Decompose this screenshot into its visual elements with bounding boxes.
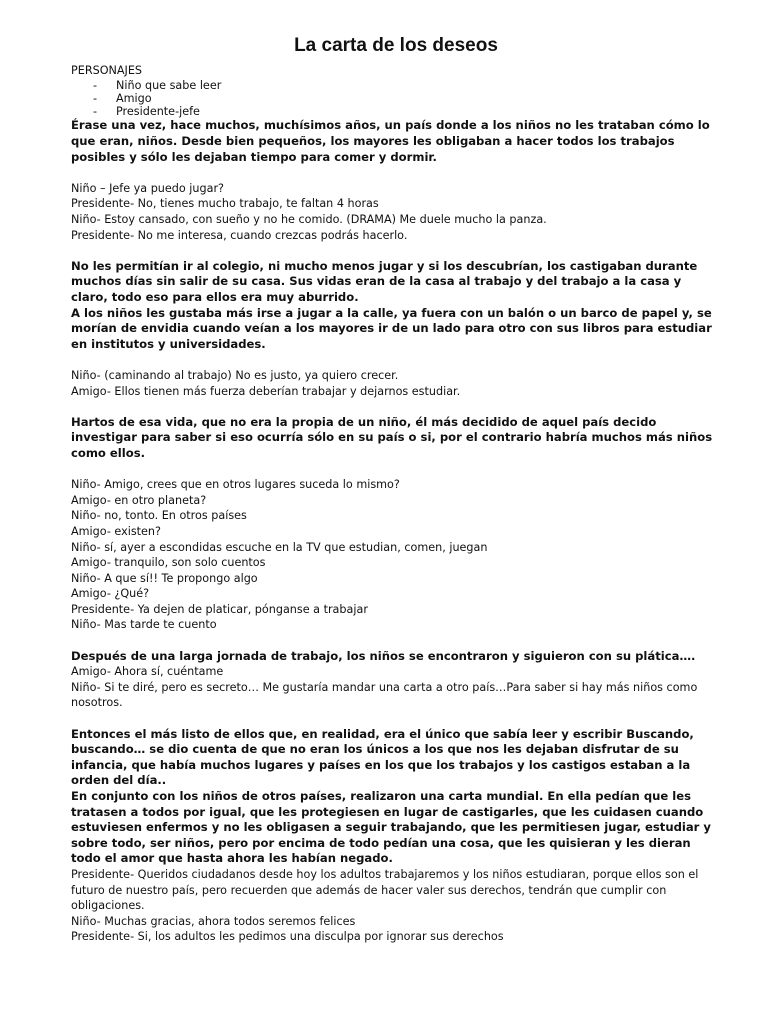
narration-paragraph: En conjunto con los niños de otros países, realizaron una carta mundial. En ella pedían que les tratasen a todos por igual, que les protegiesen en lugar de castigarles, que les cuidasen cuando estuviesen enfermos y no les obligasen a seguir trabajando, que les permitiesen jugar, estudiar y sobre todo, ser niños, pero por encima de todo pedían una cosa, que les quisieran y les dieran todo el amor que hasta ahora les habían negado. — [71, 789, 711, 866]
dialogue-line: Niño- (caminando al trabajo) No es justo, ya quiero crecer. — [71, 368, 399, 382]
dialogue-line: Presidente- Si, los adultos les pedimos una disculpa por ignorar sus derechos — [71, 930, 504, 944]
paragraph-spacer — [71, 399, 721, 415]
document-page — [71, 34, 721, 945]
dialogue-line: Amigo- Ahora sí, cuéntame — [71, 665, 224, 679]
narration-paragraph: Hartos de esa vida, que no era la propia de un niño, él más decidido de aquel país decido investigar para saber si eso ocurría sólo en su país o si, por el contrario habría muchos más niños como ellos. — [71, 414, 713, 460]
dialogue-line: Amigo- en otro planeta? — [71, 493, 207, 507]
paragraph-spacer — [71, 165, 721, 181]
dialogue-line: Niño- Estoy cansado, con sueño y no he comido. (DRAMA) Me duele mucho la panza. — [71, 213, 547, 227]
dialogue-line: Niño- Amigo, crees que en otros lugares suceda lo mismo? — [71, 478, 400, 492]
story-body — [71, 118, 721, 944]
paragraph-spacer — [71, 352, 721, 368]
paragraph-spacer — [71, 633, 721, 649]
dialogue-line: Niño – Jefe ya puedo jugar? — [71, 181, 224, 195]
dialogue-line: Niño- no, tonto. En otros países — [71, 509, 247, 523]
narration-paragraph: No les permitían ir al colegio, ni mucho menos jugar y si los descubrían, los castigaban durante muchos días sin salir de su casa. Sus vidas eran de la casa al trabajo y del trabajo a la casa y claro, todo eso para ellos era muy aburrido. — [71, 258, 698, 305]
dialogue-line: Amigo- existen? — [71, 524, 161, 538]
list-item: - Presidente-jefe — [93, 105, 200, 119]
dialogue-line: Presidente- Queridos ciudadanos desde hoy los adultos trabajaremos y los niños estudiaran, porque ellos son el futuro de nuestro país, pero recuerden que además de hacer valer sus derechos, tendrán que cumplir con obligaciones. — [71, 867, 699, 913]
paragraph-spacer — [71, 243, 721, 259]
dialogue-line: Amigo- tranquilo, son solo cuentos — [71, 556, 266, 570]
paragraph-spacer — [71, 711, 721, 727]
personajes-list — [71, 79, 721, 119]
list-item: - Amigo — [93, 91, 152, 105]
dialogue-line: Presidente- No me interesa, cuando crezcas podrás hacerlo. — [71, 228, 408, 242]
narration-paragraph: Érase una vez, hace muchos, muchísimos años, un país donde a los niños no les trataban cómo lo que eran, niños. Desde bien pequeños, los mayores les obligaban a hacer todos los trabajos posibles y sólo les dejaban tiempo para comer y dormir. — [71, 118, 710, 164]
dialogue-line: Niño- A que sí!! Te propongo algo — [71, 571, 258, 585]
dialogue-line: Niño- Mas tarde te cuento — [71, 618, 217, 632]
narration-paragraph: Después de una larga jornada de trabajo, los niños se encontraron y siguieron con su plática…. — [71, 648, 696, 663]
dialogue-line: Niño- sí, ayer a escondidas escuche en la TV que estudian, comen, juegan — [71, 540, 488, 554]
dialogue-line: Niño- Muchas gracias, ahora todos seremos felices — [71, 914, 356, 928]
paragraph-spacer — [71, 462, 721, 478]
list-item: - Niño que sabe leer — [93, 78, 222, 92]
dialogue-line: Niño- Si te diré, pero es secreto… Me gustaría mandar una carta a otro país…Para saber si hay más niños como nosotros. — [71, 680, 698, 710]
narration-paragraph: A los niños les gustaba más irse a jugar a la calle, ya fuera con un balón o un barco de papel y, se morían de envidia cuando veían a los mayores ir de un lado para otro con sus libros para estudiar en institutos y universidades. — [71, 305, 712, 351]
dialogue-line: Presidente- Ya dejen de platicar, pónganse a trabajar — [71, 602, 368, 616]
document-title: La carta de los deseos — [294, 35, 498, 56]
dialogue-line: Amigo- ¿Qué? — [71, 587, 150, 601]
narration-paragraph: Entonces el más listo de ellos que, en realidad, era el único que sabía leer y escribir Buscando, buscando… se dio cuenta de que no eran los únicos a los que nos les dejaban disfrutar de su infancia, que había muchos lugares y países en los que los trabajos y los castigos estaban a la orden del día.. — [71, 726, 694, 788]
personajes-heading: PERSONAJES — [71, 64, 142, 77]
dialogue-line: Amigo- Ellos tienen más fuerza deberían trabajar y dejarnos estudiar. — [71, 384, 461, 398]
dialogue-line: Presidente- No, tienes mucho trabajo, te faltan 4 horas — [71, 197, 379, 211]
